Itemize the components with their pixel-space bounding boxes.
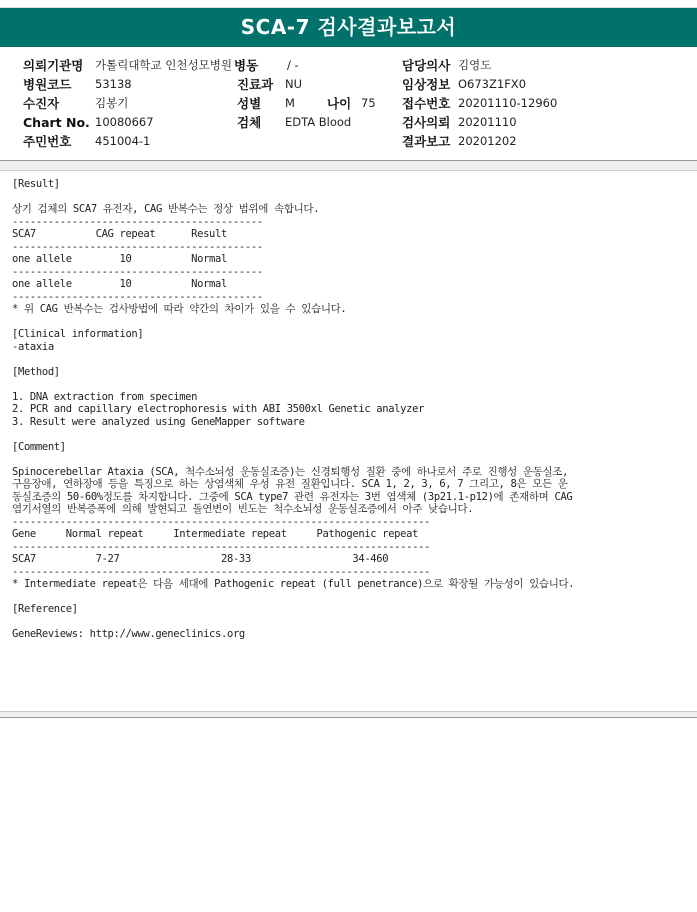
report-line: Gene Normal repeat Intermediate repeat Pathogenic repeat	[12, 528, 419, 540]
patient-label: 수진자	[23, 96, 60, 111]
report-line: ------------------------------------------	[12, 215, 263, 228]
sex-value: M	[285, 96, 295, 110]
report-line	[12, 591, 692, 604]
result-report-date-label: 결과보고	[402, 134, 451, 149]
report-line	[12, 428, 692, 441]
requesting-institution-value: 가톨릭대학교 인천성모병원	[95, 58, 232, 72]
ward-value: / -	[287, 58, 299, 72]
report-line	[12, 378, 692, 391]
reception-number-label: 접수번호	[402, 96, 451, 111]
report-line: 염기서열의 반복증폭에 의해 발현되고 돌연변이 빈도는 척수소뇌성 운동실조증에서 아주 낮습니다.	[12, 503, 474, 515]
age-label: 나이	[327, 96, 352, 111]
ward-label: 병동	[234, 58, 259, 73]
test-request-date-label: 검사의뢰	[402, 115, 451, 130]
report-line: Spinocerebellar Ataxia (SCA, 척수소뇌성 운동실조증)는 신경퇴행성 질환 중에 하나로서 주로 진행성 운동실조,	[12, 465, 569, 478]
clinical-info-label: 임상정보	[402, 77, 451, 92]
report-line	[12, 616, 692, 629]
report-line: -ataxia	[12, 340, 54, 353]
resident-number-value: 451004-1	[95, 134, 151, 148]
report-line: SCA7 CAG repeat Result	[12, 228, 227, 240]
report-line: [Method]	[12, 365, 60, 378]
report-line	[12, 453, 692, 466]
top-border	[0, 0, 697, 8]
report-line	[12, 191, 692, 204]
hospital-code-value: 53138	[95, 77, 132, 91]
report-body	[12, 178, 692, 641]
report-line: 2. PCR and capillary electrophoresis with ABI 3500xl Genetic analyzer	[12, 403, 425, 415]
report-line: * 위 CAG 반복수는 검사방법에 따라 약간의 차이가 있을 수 있습니다.	[12, 303, 347, 315]
report-line: 상기 검체의 SCA7 유전자, CAG 반복수는 정상 범위에 속합니다.	[12, 203, 320, 215]
patient-info-header	[0, 52, 697, 158]
attending-doctor-label: 담당의사	[402, 58, 451, 73]
report-line: [Clinical information]	[12, 328, 144, 340]
report-line: ------------------------------------------	[12, 265, 263, 278]
report-line	[12, 353, 692, 366]
report-line: ----------------------------------------------------------------------	[12, 515, 431, 528]
report-line: 3. Result were analyzed using GeneMapper software	[12, 415, 305, 428]
hospital-code-label: 병원코드	[23, 77, 72, 92]
report-title: SCA-7 검사결과보고서	[0, 8, 697, 47]
result-report-date-value: 20201202	[458, 134, 517, 148]
reception-number-value: 20201110-12960	[458, 96, 558, 110]
specimen-value: EDTA Blood	[285, 115, 352, 129]
chart-number-value: 10080667	[95, 115, 154, 129]
report-line: 1. DNA extraction from specimen	[12, 390, 198, 403]
report-line: one allele 10 Normal	[12, 278, 227, 290]
requesting-institution-label: 의뢰기관명	[23, 58, 84, 73]
report-line: GeneReviews: http://www.geneclinics.org	[12, 628, 245, 640]
header-separator	[0, 160, 697, 171]
report-line: * Intermediate repeat은 다음 세대에 Pathogenic repeat (full penetrance)으로 확장될 가능성이 있습니다.	[12, 578, 575, 590]
report-line: [Reference]	[12, 603, 78, 615]
age-value: 75	[361, 96, 376, 110]
department-value: NU	[285, 77, 303, 91]
specimen-label: 검체	[237, 115, 262, 130]
chart-number-label: Chart No.	[23, 115, 90, 130]
clinical-info-value: O673Z1FX0	[458, 77, 527, 91]
report-line: [Result]	[12, 178, 60, 190]
report-line: ------------------------------------------	[12, 290, 263, 303]
attending-doctor-value: 김영도	[458, 58, 492, 72]
report-line: SCA7 7-27 28-33 34-460	[12, 553, 389, 565]
report-line: 구음장애, 연하장애 등을 특징으로 하는 상염색체 우성 유전 질환입니다. SCA 1, 2, 3, 6, 7 그리고, 8은 모든 운	[12, 478, 568, 490]
sex-label: 성별	[237, 96, 262, 111]
report-line: 동실조증의 50-60%정도를 차지합니다. 그중에 SCA type7 관련 유전자는 3번 염색체 (3p21.1-p12)에 존재하며 CAG	[12, 490, 573, 503]
department-label: 진료과	[237, 77, 274, 92]
test-request-date-value: 20201110	[458, 115, 517, 129]
report-line: [Comment]	[12, 440, 66, 453]
report-line: ------------------------------------------	[12, 240, 263, 253]
report-line: one allele 10 Normal	[12, 253, 227, 265]
report-line	[12, 316, 692, 329]
patient-value: 김봉기	[95, 96, 129, 110]
report-line: ----------------------------------------------------------------------	[12, 540, 431, 553]
resident-number-label: 주민번호	[23, 134, 72, 149]
report-line: ----------------------------------------------------------------------	[12, 565, 431, 578]
footer-separator	[0, 711, 697, 718]
